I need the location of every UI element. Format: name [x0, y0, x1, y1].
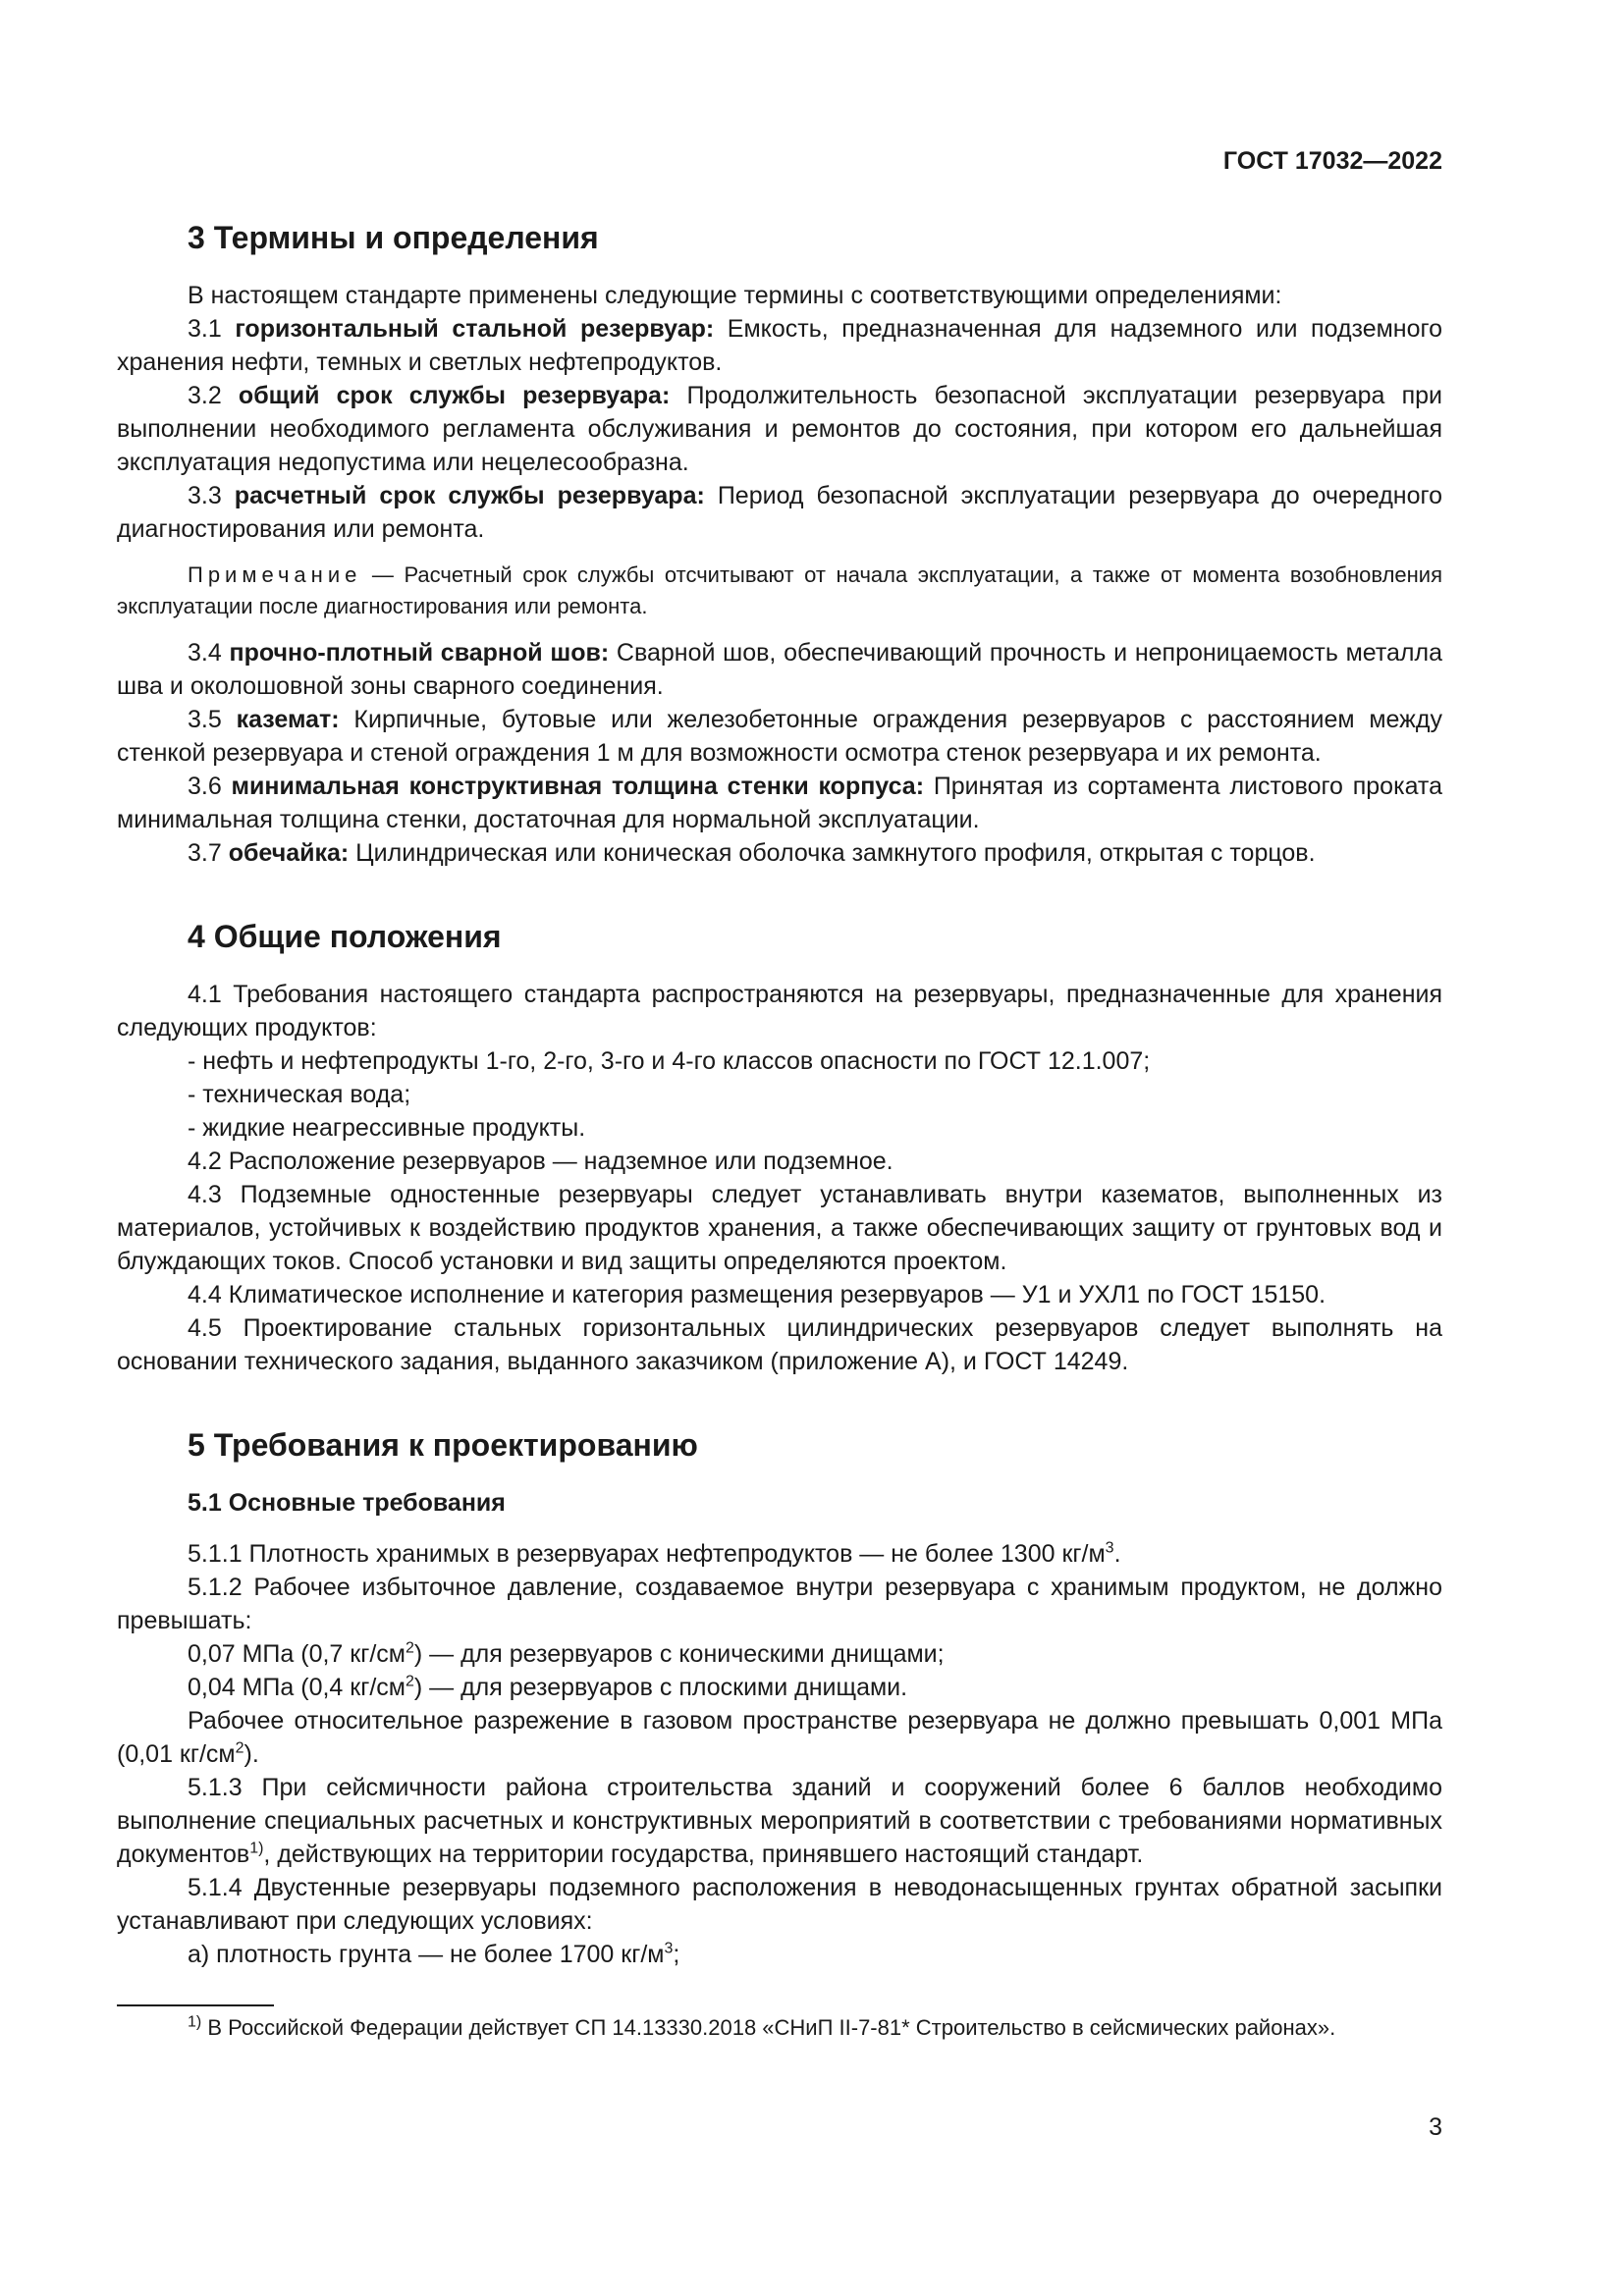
term-3-4: 3.4 прочно-плотный сварной шов: Сварной шов, обеспечивающий прочность и непроницаемость металла шва и околошовной зоны сварного соединения.: [117, 639, 1442, 700]
clause-4-1: 4.1 Требования настоящего стандарта распространяются на резервуары, предназначенные для хранения следующих продуктов:: [117, 981, 1442, 1041]
term-3-7-name: обечайка:: [228, 839, 350, 867]
term-3-6-name: минимальная конструктивная толщина стенки корпуса:: [231, 773, 925, 800]
clause-4-5: 4.5 Проектирование стальных горизонтальных цилиндрических резервуаров следует выполнять на основании технического задания, выданного заказчиком (приложение А), и ГОСТ 14249.: [117, 1314, 1442, 1375]
term-3-7: 3.7 обечайка: Цилиндрическая или коническая оболочка замкнутого профиля, открытая с торцов.: [188, 839, 1316, 867]
clause-5-1-2: 5.1.2 Рабочее избыточное давление, создаваемое внутри резервуара с хранимым продуктом, не должно превышать:: [117, 1574, 1442, 1634]
section-3-title: 3 Термины и определения: [188, 220, 599, 255]
document-id-header: ГОСТ 17032—2022: [1222, 147, 1442, 175]
list-item: а) плотность грунта — не более 1700 $кг/м^3$;: [188, 1940, 680, 1968]
vacuum-requirement: Рабочее относительное разрежение в газовом пространстве резервуара не должно превышать 0,001 МПа (0,01 $кг/см^2$).: [117, 1707, 1442, 1768]
clause-4-4: 4.4 Климатическое исполнение и категория размещения резервуаров — У1 и УХЛ1 по ГОСТ 15150.: [188, 1281, 1326, 1308]
term-3-3: 3.3 расчетный срок службы резервуара: Период безопасной эксплуатации резервуара до очередного диагностирования или ремонта.: [117, 482, 1442, 543]
term-3-6: 3.6 минимальная конструктивная толщина стенки корпуса: Принятая из сортамента листового проката минимальная толщина стенки, достаточная для нормальной эксплуатации.: [117, 773, 1443, 833]
page-number: 3: [1429, 2113, 1442, 2141]
clause-5-1-1: 5.1.1 Плотность хранимых в резервуарах нефтепродуктов — не более 1300 $кг/м^3$.: [188, 1539, 1121, 1568]
term-3-4-name: прочно-плотный сварной шов:: [229, 639, 610, 667]
list-item: - техническая вода;: [188, 1081, 411, 1108]
term-3-2: 3.2 общий срок службы резервуара: Продолжительность безопасной эксплуатации резервуара при выполнении необходимого регламента обслуживания и ремонтов до состояния, при котором его дальнейшая эксплуатация недопустима или нецелесообразна.: [117, 382, 1442, 476]
section-3-intro: В настоящем стандарте применены следующие термины с соответствующими определениями:: [188, 282, 1282, 309]
list-item: 0,07 МПа (0,7 $кг/см^2$) — для резервуаров с коническими днищами;: [188, 1639, 945, 1668]
footnote-mark: 1): [188, 2013, 202, 2031]
clause-4-3: 4.3 Подземные одностенные резервуары следует устанавливать внутри казематов, выполненных из материалов, устойчивых к воздействию продуктов хранения, а также обеспечивающих защиту от грунтовых вод и блуждающих токов. Способ установки и вид защиты определяются проектом.: [117, 1181, 1442, 1275]
footnote-separator: [117, 2004, 274, 2006]
footnote: $^{1)}$ В Российской Федерации действует СП 14.13330.2018 «СНиП II-7-81* Строительство в сейсмических районах».: [188, 2013, 1336, 2040]
term-3-1: 3.1 горизонтальный стальной резервуар: Емкость, предназначенная для надземного или подземного хранения нефти, темных и светлых нефтепродуктов.: [117, 315, 1442, 376]
section-5-title: 5 Требования к проектированию: [188, 1427, 698, 1463]
term-3-1-name: горизонтальный стальной резервуар:: [235, 315, 715, 343]
note-label: Примечание: [188, 562, 362, 587]
list-item: - жидкие неагрессивные продукты.: [188, 1114, 586, 1142]
note-3-3: Примечание — Расчетный срок службы отсчитывают от начала эксплуатации, а также от момента возобновления эксплуатации после диагностирования или ремонта.: [117, 562, 1442, 618]
list-item: - нефть и нефтепродукты 1-го, 2-го, 3-го и 4-го классов опасности по ГОСТ 12.1.007;: [188, 1047, 1151, 1075]
section-4-title: 4 Общие положения: [188, 919, 502, 954]
document-page: [117, 0, 1442, 2296]
term-3-3-name: расчетный срок службы резервуара:: [234, 482, 705, 509]
clause-5-1-4: 5.1.4 Двустенные резервуары подземного расположения в неводонасыщенных грунтах обратной засыпки устанавливают при следующих условиях:: [117, 1874, 1442, 1935]
subsection-5-1-title: 5.1 Основные требования: [188, 1489, 506, 1517]
term-3-2-name: общий срок службы резервуара:: [238, 382, 671, 409]
term-3-5-name: каземат:: [236, 706, 340, 733]
footnote-reference: 1): [249, 1840, 264, 1857]
list-item: 0,04 МПа (0,4 $кг/см^2$) — для резервуаров с плоскими днищами.: [188, 1673, 908, 1701]
document-body: [117, 218, 1442, 1971]
clause-5-1-3: 5.1.3 При сейсмичности района строительства зданий и сооружений более 6 баллов необходимо выполнение специальных расчетных и конструктивных мероприятий в соответствии с требованиями нормативных документов$^{1)}$, действующих на территории государства, принявшего настоящий стандарт.: [117, 1774, 1442, 1868]
term-3-5: 3.5 каземат: Кирпичные, бутовые или железобетонные ограждения резервуаров с расстоянием между стенкой резервуара и стеной ограждения 1 м для возможности осмотра стенок резервуара и их ремонта.: [117, 706, 1442, 767]
clause-4-2: 4.2 Расположение резервуаров — надземное или подземное.: [188, 1148, 893, 1175]
